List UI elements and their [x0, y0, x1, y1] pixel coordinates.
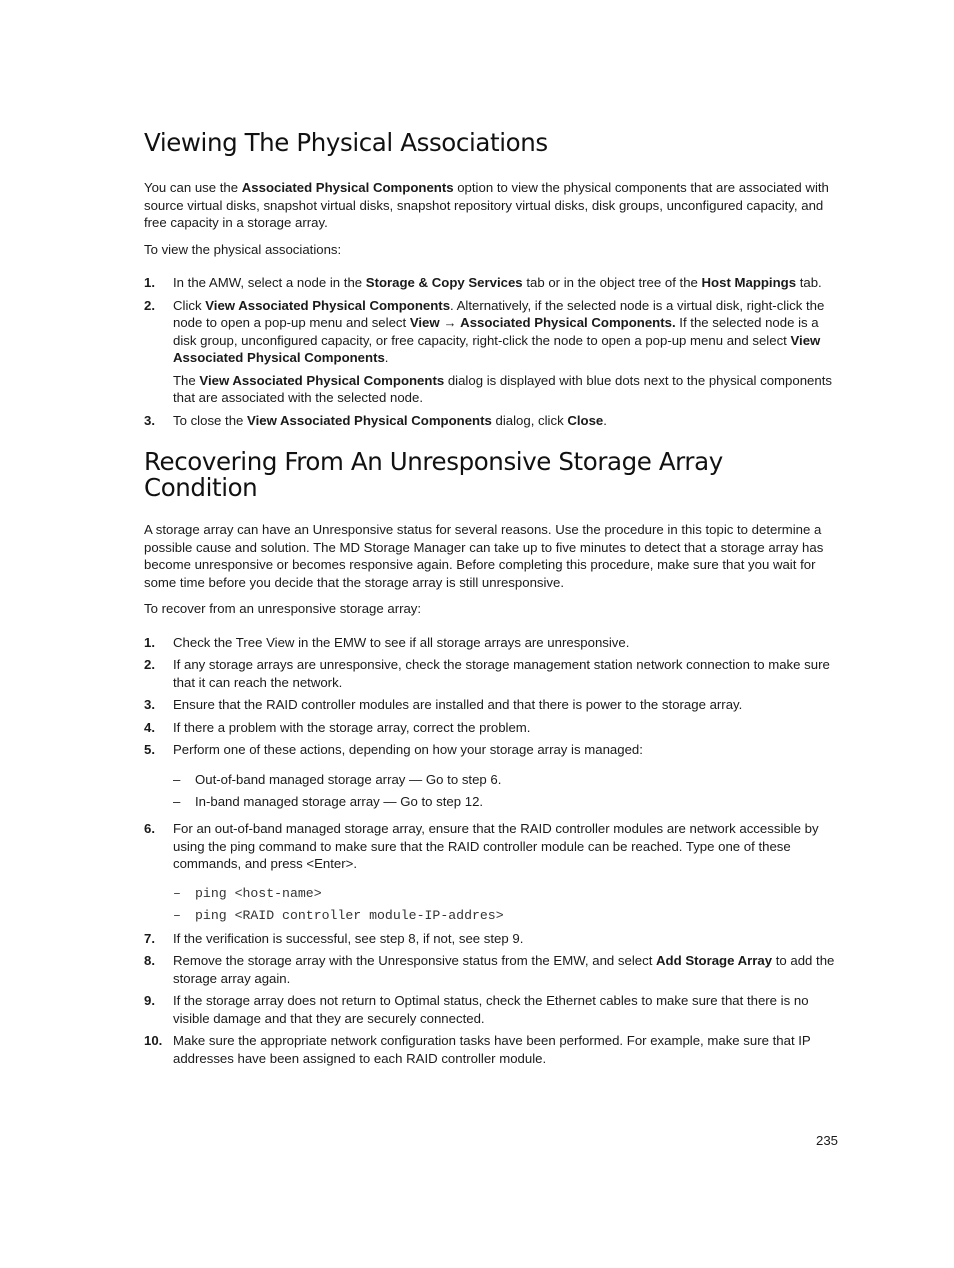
step-number: 10.	[144, 1033, 163, 1048]
text-run: The	[173, 372, 200, 388]
list-item	[144, 992, 838, 1027]
section1-steps	[144, 274, 838, 429]
text-run: tab or in the object tree of the	[522, 275, 702, 290]
list-item	[144, 634, 838, 652]
text-run: In the AMW, select a node in the	[173, 275, 366, 290]
step-text: Perform one of these actions, depending on how your storage array is managed:	[173, 742, 643, 757]
step-text: Ensure that the RAID controller modules are installed and that there is power to the storage array.	[173, 697, 743, 712]
step-number: 2.	[144, 657, 155, 672]
text-run: You can use the	[144, 180, 242, 195]
bold-term: View Associated Physical Components	[247, 412, 492, 428]
text-run: dialog is displayed with blue dots next to the physical components that are associated with the selected node.	[173, 372, 832, 405]
step-number: 7.	[144, 930, 155, 946]
section2-steps	[144, 634, 838, 1068]
text-run: option to view the physical components that are associated with source virtual disks, snapshot virtual disks, snapshot repository virtual disks, disk groups, unconfigured capacity, and free capacity in a storage array.	[144, 180, 829, 230]
step-number: 1.	[144, 275, 155, 290]
option-text: Out-of-band managed storage array — Go to step 6.	[195, 771, 502, 787]
step-number: 8.	[144, 953, 155, 968]
text-run: .	[603, 412, 607, 428]
bold-term: View Associated Physical Components	[173, 332, 821, 365]
text-run: Click	[173, 297, 206, 313]
bold-term: Storage & Copy Services	[365, 275, 523, 290]
step-text: Check the Tree View in the EMW to see if all storage arrays are unresponsive.	[173, 634, 630, 650]
dash-bullet: –	[173, 885, 181, 901]
list-item	[144, 741, 838, 810]
bold-term: Associated Physical Components	[241, 180, 454, 195]
text-run: to add the storage array again.	[173, 953, 835, 986]
section2-lead: To recover from an unresponsive storage array:	[144, 601, 422, 616]
section-heading-physical-associations: Viewing The Physical Associations	[144, 128, 548, 157]
step-number: 3.	[144, 412, 155, 428]
option-text: In-band managed storage array — Go to step 12.	[195, 793, 484, 809]
step-text: If the storage array does not return to Optimal status, check the Ethernet cables to make sure that there is no visible damage and that they are securely connected.	[173, 993, 809, 1026]
list-item	[144, 696, 838, 714]
list-item	[144, 930, 838, 948]
document-page	[144, 126, 838, 1072]
list-item	[173, 907, 838, 925]
text-run: tab.	[796, 275, 822, 290]
step-note	[173, 372, 838, 407]
text-run: dialog, click	[491, 412, 568, 428]
step-number: 5.	[144, 742, 155, 757]
text-run: To close the	[173, 412, 248, 428]
dash-bullet: –	[173, 908, 181, 923]
bold-term: Associated Physical Components.	[460, 315, 676, 330]
text-run: Remove the storage array with the Unresponsive status from the EMW, and select	[173, 953, 657, 968]
section1-intro	[144, 179, 838, 232]
bold-term: Add Storage Array	[656, 953, 773, 968]
step-text: Make sure the appropriate network configuration tasks have been performed. For example, make sure that IP addresses have been assigned to each RAID controller module.	[173, 1033, 811, 1066]
list-item	[173, 771, 838, 789]
step-text: If there a problem with the storage array, correct the problem.	[173, 719, 531, 735]
step-number: 4.	[144, 719, 155, 735]
step-text: For an out-of-band managed storage array, ensure that the RAID controller modules are network accessible by using the ping command to make sure that the RAID controller module can be reached. Type one of these commands, and press <Enter>.	[173, 821, 819, 871]
list-item	[144, 656, 838, 691]
bold-term: Close	[567, 412, 604, 428]
section-heading-unresponsive-array: Recovering From An Unresponsive Storage Array Condition	[144, 447, 723, 502]
list-item	[144, 412, 838, 430]
bold-term: View Associated Physical Components	[205, 297, 451, 313]
code-command: ping <RAID controller module-IP-addres>	[195, 908, 504, 923]
ping-commands	[173, 885, 838, 925]
step-text: If the verification is successful, see step 8, if not, see step 9.	[173, 930, 524, 946]
page-number: 235	[815, 1133, 838, 1148]
step5-options	[173, 771, 838, 811]
step-number: 1.	[144, 634, 155, 650]
text-run: .	[384, 350, 389, 365]
text-run: . Alternatively, if the selected node is a virtual disk, right-click the node to open a pop-up menu and select	[173, 297, 825, 330]
text-run: If the selected node is a disk group, unconfigured capacity, or free capacity, right-click the node to open a pop-up menu and select	[173, 315, 819, 348]
bold-term: View Associated Physical Components	[199, 372, 445, 388]
list-item	[144, 297, 838, 407]
step-text: If any storage arrays are unresponsive, check the storage management station network connection to make sure that it can reach the network.	[173, 657, 830, 690]
text-run: →	[439, 315, 461, 330]
list-item	[144, 719, 838, 737]
step-number: 3.	[144, 697, 155, 712]
step-number: 2.	[144, 297, 155, 313]
bold-term: View	[409, 315, 440, 330]
list-item	[173, 793, 838, 811]
step-number: 9.	[144, 993, 155, 1008]
step-number: 6.	[144, 821, 155, 836]
section2-intro: A storage array can have an Unresponsive status for several reasons. Use the procedure in this topic to determine a possible cause and solution. The MD Storage Manager can take up to five minutes to detect that a storage array has become unresponsive or becomes responsive again. Before completing this procedure, make sure that you wait for some time before you decide that the storage array is still unresponsive.	[144, 522, 824, 590]
list-item	[144, 274, 838, 292]
list-item	[173, 885, 838, 903]
dash-bullet: –	[173, 771, 181, 787]
code-command: ping <host-name>	[195, 885, 322, 901]
dash-bullet: –	[173, 793, 181, 809]
list-item	[144, 820, 838, 925]
list-item	[144, 952, 838, 987]
bold-term: Host Mappings	[701, 275, 797, 290]
list-item	[144, 1032, 838, 1067]
section1-lead: To view the physical associations:	[144, 241, 342, 257]
